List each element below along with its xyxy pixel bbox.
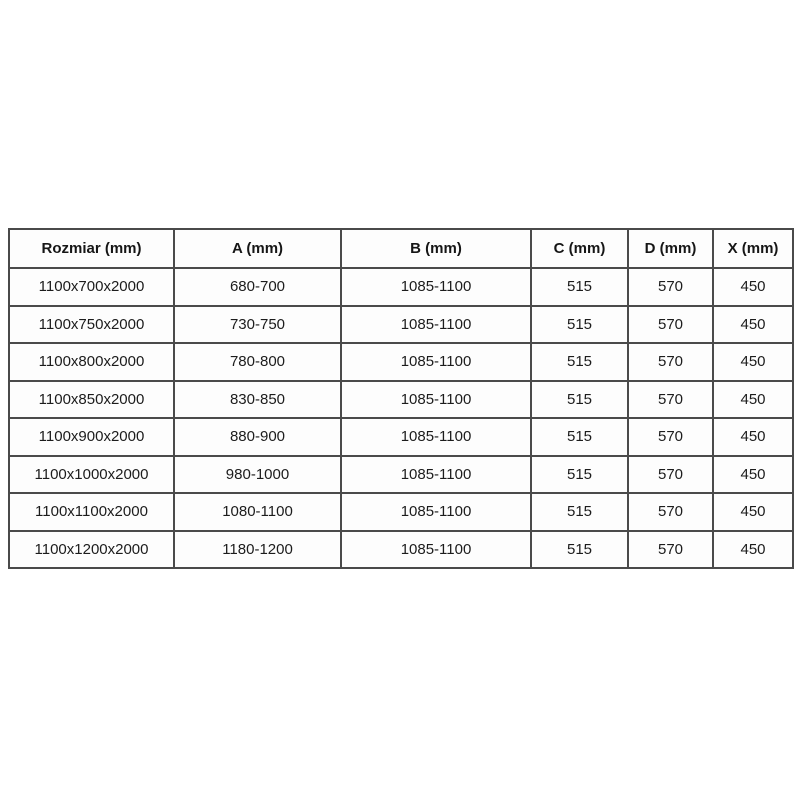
header-cell-d: D (mm) (628, 229, 713, 268)
table-row (9, 306, 793, 344)
table-cell: 450 (713, 418, 793, 456)
table-cell: 1100x750x2000 (9, 306, 174, 344)
table-cell: 570 (628, 531, 713, 569)
table-cell: 1085-1100 (341, 268, 531, 306)
table-cell: 880-900 (174, 418, 341, 456)
table-cell: 515 (531, 381, 628, 419)
table-cell: 570 (628, 456, 713, 494)
table-cell: 730-750 (174, 306, 341, 344)
table-row (9, 418, 793, 456)
table-cell: 1100x1200x2000 (9, 531, 174, 569)
table-cell: 1085-1100 (341, 456, 531, 494)
table-row (9, 456, 793, 494)
table-cell: 515 (531, 306, 628, 344)
table-cell: 515 (531, 343, 628, 381)
table-cell: 780-800 (174, 343, 341, 381)
table-cell: 570 (628, 343, 713, 381)
table-cell: 450 (713, 306, 793, 344)
table-row (9, 531, 793, 569)
table-header-row (9, 229, 793, 268)
table-cell: 1085-1100 (341, 531, 531, 569)
table-row (9, 268, 793, 306)
table-cell: 680-700 (174, 268, 341, 306)
table-cell: 1085-1100 (341, 418, 531, 456)
table-cell: 450 (713, 531, 793, 569)
table-cell: 570 (628, 306, 713, 344)
table-cell: 450 (713, 343, 793, 381)
table-cell: 1085-1100 (341, 493, 531, 531)
table-cell: 570 (628, 418, 713, 456)
table-cell: 515 (531, 456, 628, 494)
table-cell: 1085-1100 (341, 306, 531, 344)
table-cell: 1085-1100 (341, 381, 531, 419)
table-row (9, 343, 793, 381)
table-cell: 1085-1100 (341, 343, 531, 381)
table-cell: 1100x800x2000 (9, 343, 174, 381)
table-cell: 1100x1000x2000 (9, 456, 174, 494)
table-cell: 450 (713, 268, 793, 306)
header-cell-a: A (mm) (174, 229, 341, 268)
table-cell: 570 (628, 381, 713, 419)
table-cell: 515 (531, 493, 628, 531)
header-cell-b: B (mm) (341, 229, 531, 268)
table-row (9, 493, 793, 531)
dimensions-table (8, 228, 794, 569)
table-cell: 515 (531, 268, 628, 306)
table-cell: 980-1000 (174, 456, 341, 494)
table-cell: 450 (713, 381, 793, 419)
table-cell: 1100x1100x2000 (9, 493, 174, 531)
table-cell: 450 (713, 456, 793, 494)
table-row (9, 381, 793, 419)
table-cell: 830-850 (174, 381, 341, 419)
table-cell: 450 (713, 493, 793, 531)
table-cell: 1100x900x2000 (9, 418, 174, 456)
header-cell-c: C (mm) (531, 229, 628, 268)
table-cell: 515 (531, 531, 628, 569)
table-cell: 1080-1100 (174, 493, 341, 531)
header-cell-rozmiar: Rozmiar (mm) (9, 229, 174, 268)
table-cell: 1180-1200 (174, 531, 341, 569)
table-cell: 570 (628, 268, 713, 306)
table-cell: 1100x700x2000 (9, 268, 174, 306)
table-cell: 1100x850x2000 (9, 381, 174, 419)
table-cell: 515 (531, 418, 628, 456)
table-cell: 570 (628, 493, 713, 531)
header-cell-x: X (mm) (713, 229, 793, 268)
